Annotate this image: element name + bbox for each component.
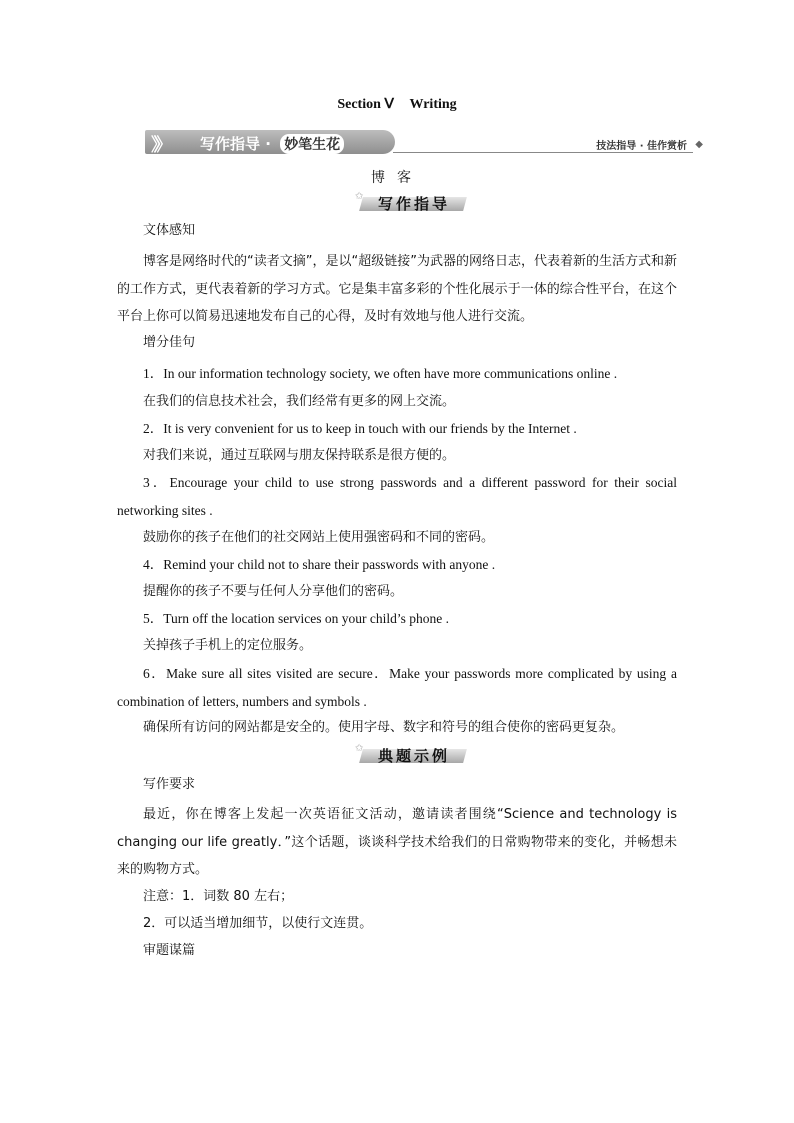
sentence-zh-6: 确保所有访问的网站都是安全的。使用字母、数字和符号的组合使你的密码更复杂。 [143,720,625,735]
banner-title [200,133,344,154]
task-body: 最近，你在博客上发起一次英语征文活动，邀请读者围绕“Science and technology is changing our life greatly．”这个话题，谈谈科学技术给我们的日常购物带来的变化，并畅想未来的购物方式。 [117,807,677,877]
banner-left-text: 写作指导 [200,135,261,153]
sentence-zh-5: 关掉孩子手机上的定位服务。 [143,638,313,653]
sentence-en-1: 1．In our information technology society, we often have more communications online . [143,366,618,381]
section-banner [145,128,705,156]
intro-body: 博客是网络时代的“读者文摘”，是以“超级链接”为武器的网络日志，代表着新的生活方式和新的工作方式，更代表着新的学习方式。它是集丰富多彩的个性化展示于一体的综合性平台，在这个平台上你可以简易迅速地发布自己的心得，及时有效地与他人进行交流。 [117,254,677,324]
section-title [0,96,794,113]
task-heading: 写作要求 [143,777,196,792]
sentence-en-5: 5．Turn off the location services on your child’s phone . [143,611,449,626]
sentence-en-2: 2．It is very convenient for us to keep in touch with our friends by the Internet . [143,421,577,436]
chevron-right-icon: 》》 [151,135,166,156]
label-text: 典题示例 [377,747,450,765]
diamond-icon: ◆ [695,139,703,150]
plan-heading: 审题谋篇 [143,943,196,958]
sentence-zh-4: 提醒你的孩子不要与任何人分享他们的密码。 [143,584,404,599]
banner-badge: 妙笔生花 [280,134,344,154]
section-name: Writing [409,97,457,112]
banner-divider [393,152,693,153]
sentence-en-4: 4．Remind your child not to share their passwords with anyone . [143,557,496,572]
section-number: Section Ⅴ [337,97,394,112]
sentence-zh-2: 对我们来说，通过互联网与朋友保持联系是很方便的。 [143,448,456,463]
star-icon: ✩ [355,743,364,754]
intro-heading: 文体感知 [143,223,196,238]
banner-dot: · [265,135,271,153]
label-text: 写作指导 [377,195,450,213]
writing-guide-label [355,193,467,213]
banner-right-text: 技法指导 · 佳作赏析 [596,141,687,152]
sentence-en-3: 3．Encourage your child to use strong passwords and a different password for their social networking sites . [117,475,677,518]
topic-title: 博客 [371,170,423,186]
sentences-heading: 增分佳句 [143,335,196,350]
task-note-2: 2．可以适当增加细节，以使行文连贯。 [143,916,373,931]
sentence-zh-3: 鼓励你的孩子在他们的社交网站上使用强密码和不同的密码。 [143,530,495,545]
sentence-en-6: 6．Make sure all sites visited are secure．Make your passwords more complicated by using a combination of letters, numbers and symbols . [117,666,677,709]
star-icon: ✩ [355,191,364,202]
task-note-1: 注意：1．词数 80 左右； [143,889,294,904]
sentence-zh-1: 在我们的信息技术社会，我们经常有更多的网上交流。 [143,394,456,409]
example-label [355,745,467,765]
